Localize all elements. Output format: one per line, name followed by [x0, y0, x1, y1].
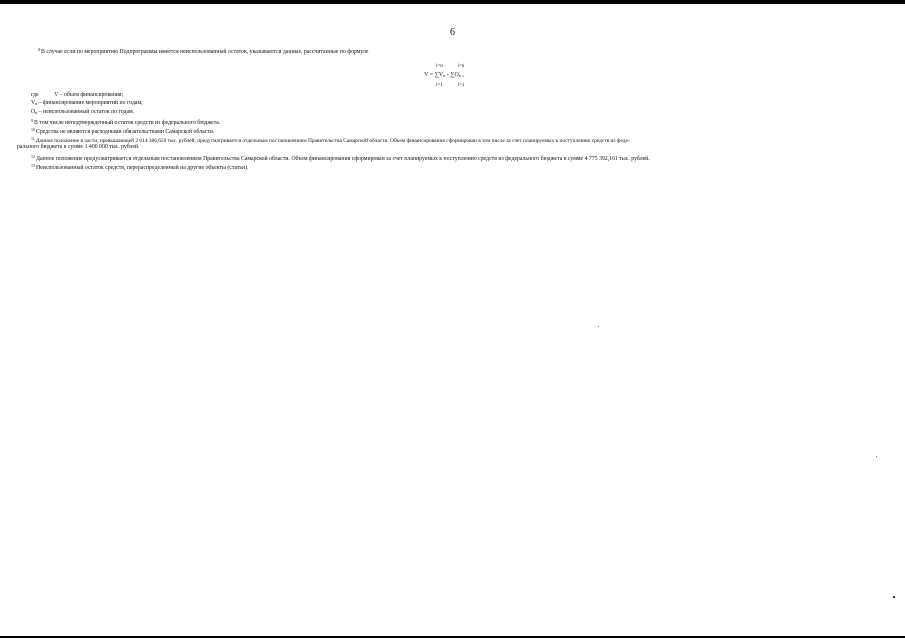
footnote-text: Средства не являются расходными обязательствами Самарской области. [36, 129, 215, 135]
footnote-marker: 9 [31, 118, 33, 123]
formula-upper-limits: i=n i=n [436, 64, 465, 69]
where-word: где [31, 92, 39, 98]
formula-expression: $V = \sum V_n - \sum O_n$ , [424, 72, 464, 78]
footnote-text: В том числе неподтвержденный остаток средств из федерального бюджета. [34, 120, 221, 126]
footnote-text: В случае если по мероприятию Подпрограммы имеется неиспользованный остаток, указываются данные, рассчитанные по формуле [41, 49, 369, 55]
formula [416, 64, 496, 94]
footnote-13 [31, 162, 249, 172]
top-border [0, 0, 905, 4]
footnote-text: Данное положение в части, превышающей 2 014 386,659 тыс. рублей, предусматривается отдельным постановлением Правительства Самарской области. Объем финансирования сформирован в том числе за счет планируемых к поступлению средств из феде- [35, 138, 630, 144]
footnote-marker: 11 [31, 136, 35, 141]
formula-lower-limits: i=1 i=1 [436, 83, 465, 88]
footnote-text: Данное положение предусматривается отдельным постановлением Правительства Самарской области. Объем финансирования сформирован за счет планируемых к поступлению средств из федерального бюджета в сумме 4 775 392,161 тыс. рублей. [36, 156, 650, 162]
footnote-8 [38, 46, 368, 56]
footnote-text: рального бюджета в сумме 1 400 000 тыс. рублей. [17, 144, 140, 150]
footnote-marker: 10 [31, 127, 35, 132]
scan-speck [598, 326, 599, 327]
legend-vn: $V_n$ – финансирование мероприятий по годам; [31, 100, 143, 106]
legend-v-definition: V – объем финансирования; [54, 92, 124, 98]
footnote-11-continuation [17, 144, 140, 151]
legend-on: $O_n$ – неиспользованный остаток по годам. [31, 109, 135, 115]
scan-speck [876, 456, 877, 457]
footnote-marker: 13 [31, 163, 35, 168]
footnote-marker: 8 [38, 47, 40, 52]
footnote-text: Неиспользованный остаток средств, перераспределенный на другие объекты (статьи). [36, 165, 249, 171]
footnote-marker: 12 [31, 154, 35, 159]
bottom-border [0, 636, 905, 638]
scan-speck [893, 596, 895, 598]
legend-v [31, 92, 123, 99]
page-number: 6 [450, 27, 455, 38]
